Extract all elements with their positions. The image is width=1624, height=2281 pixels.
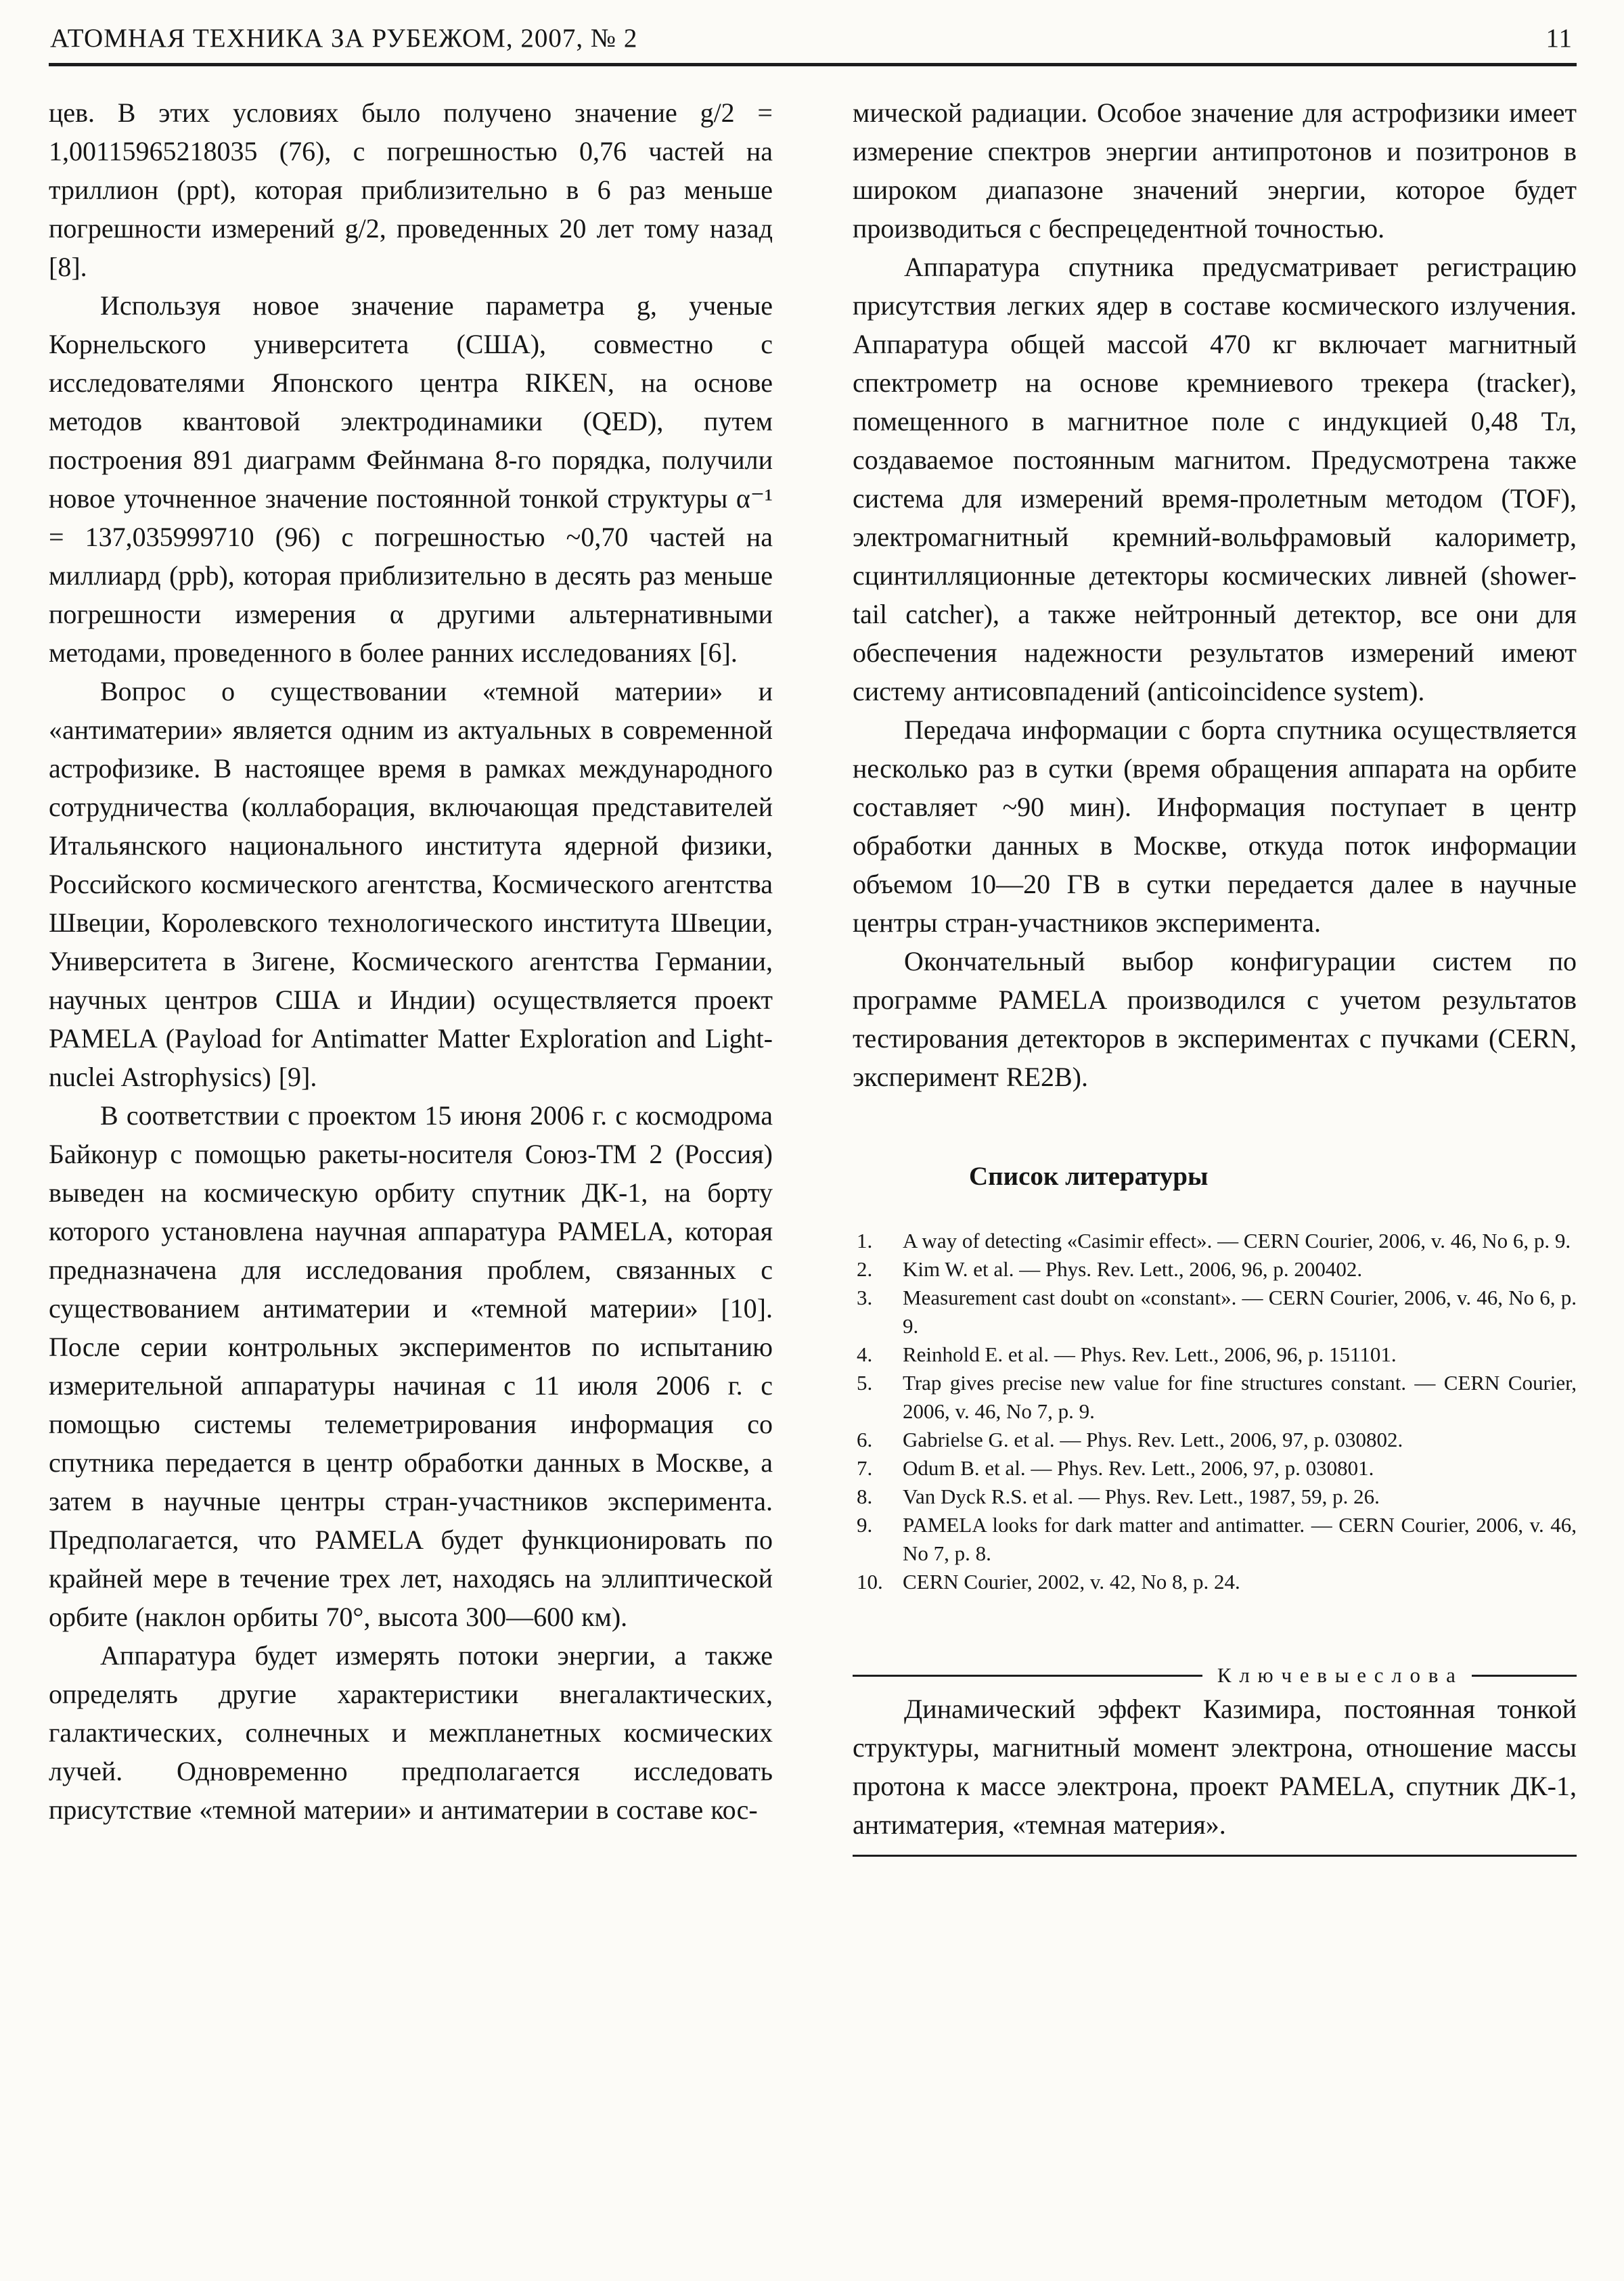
reference-number: 10. <box>857 1570 883 1594</box>
body-paragraph: мической радиации. Особое значение для астрофизики имеет измерение спектров энергии антипротонов и позитронов в широком диапазоне значений энергии, которое будет производиться с беспрецедентной точностью. <box>853 97 1577 244</box>
header-rule <box>49 63 1577 66</box>
body-paragraph: цев. В этих условиях было получено значение g/2 = 1,00115965218035 (76), с погрешностью 0,76 частей на триллион (ppt), которая приблизительно в 6 раз меньше погрешности измерений g/2, проведенных 20 лет тому назад [8]. <box>49 97 773 282</box>
reference-text: Trap gives precise new value for fine structures constant. — CERN Courier, 2006, v. 46, No 7, p. 9. <box>903 1371 1577 1423</box>
body-paragraph: Окончательный выбор конфигурации систем по программе PAMELA производился с учетом результатов тестирования детекторов в экспериментах с пучками (CERN, эксперимент RE2B). <box>853 946 1577 1092</box>
keywords-rule-left <box>853 1675 1202 1677</box>
reference-number: 4. <box>857 1342 873 1366</box>
reference-number: 3. <box>857 1286 873 1309</box>
reference-number: 8. <box>857 1485 873 1508</box>
page-number: 11 <box>1546 24 1573 53</box>
right-column <box>853 93 1577 1857</box>
reference-text: Odum B. et al. — Phys. Rev. Lett., 2006, 97, p. 030801. <box>903 1456 1374 1480</box>
keywords-title: К л ю ч е в ы е с л о в а <box>1217 1663 1457 1687</box>
reference-number: 6. <box>857 1428 873 1451</box>
reference-item <box>853 1255 1577 1284</box>
references-heading: Список литературы <box>969 1162 1209 1191</box>
keywords-text: Динамический эффект Казимира, постоянная тонкой структуры, магнитный момент электрона, отношение массы протона к массе электрона, проект PAMELA, спутник ДК-1, антиматерия, «темная материя». <box>853 1694 1577 1840</box>
reference-text: PAMELA looks for dark matter and antimatter. — CERN Courier, 2006, v. 46, No 7, p. 8. <box>903 1513 1577 1565</box>
reference-item <box>853 1511 1577 1568</box>
reference-item <box>853 1227 1577 1255</box>
body-paragraph: Аппаратура спутника предусматривает регистрацию присутствия легких ядер в составе космического излучения. Аппаратура общей массой 470 кг включает магнитный спектрометр на основе кремниевого трекера (tracker), помещенного в магнитное поле с индукцией 0,48 Тл, создаваемое постоянным магнитом. Предусмотрена также система для измерений время-пролетным методом (TOF), электромагнитный кремний-вольфрамовый калориметр, сцинтилляционные детекторы космических ливней (shower-tail catcher), а также нейтронный детектор, все они для обеспечения надежности результатов измерений имеют систему антисовпадений (anticoincidence system). <box>853 252 1577 706</box>
body-paragraph: Используя новое значение параметра g, ученые Корнельского университета (США), совместно с исследователями Японского центра RIKEN, на основе методов квантовой электродинамики (QED), путем построения 891 диаграмм Фейнмана 8-го порядка, получили новое уточненное значение постоянной тонкой структуры α⁻¹ = 137,035999710 (96) с погрешностью ~0,70 частей на миллиард (ppb), которая приблизительно в десять раз меньше погрешности измерения α другими альтернативными методами, проведенного в более ранних исследованиях [6]. <box>49 290 773 668</box>
reference-text: CERN Courier, 2002, v. 42, No 8, p. 24. <box>903 1570 1240 1594</box>
reference-item <box>853 1284 1577 1340</box>
reference-item <box>853 1454 1577 1483</box>
left-column <box>49 93 773 1857</box>
keywords-heading <box>853 1661 1577 1690</box>
body-paragraph: Вопрос о существовании «темной материи» и «антиматерии» является одним из актуальных в современной астрофизике. В настоящее время в рамках международного сотрудничества (коллаборация, включающая представителей Итальянского национального института ядерной физики, Российского космического агентства, Космического агентства Швеции, Королевского технологического института Швеции, Университета в Зигене, Космического агентства Германии, научных центров США и Индии) осуществляется проект PAMELA (Payload for Antimatter Matter Exploration and Light-nuclei Astrophysics) [9]. <box>49 676 773 1092</box>
page-header <box>49 18 1577 63</box>
keywords-rule-right <box>1472 1675 1577 1677</box>
reference-text: A way of detecting «Casimir effect». — CERN Courier, 2006, v. 46, No 6, p. 9. <box>903 1229 1571 1252</box>
reference-text: Van Dyck R.S. et al. — Phys. Rev. Lett., 1987, 59, p. 26. <box>903 1485 1380 1508</box>
two-column-body <box>49 93 1577 1857</box>
reference-text: Gabrielse G. et al. — Phys. Rev. Lett., 2006, 97, p. 030802. <box>903 1428 1403 1451</box>
reference-number: 1. <box>857 1229 873 1252</box>
body-paragraph: В соответствии с проектом 15 июня 2006 г. с космодрома Байконур с помощью ракеты-носителя Союз-ТМ 2 (Россия) выведен на космическую орбиту спутник ДК-1, на борту которого установлена научная аппаратура PAMELA, которая предназначена для исследования проблем, связанных с существованием антиматерии и «темной материи» [10]. После серии контрольных экспериментов по испытанию измерительной аппаратуры начиная с 11 июля 2006 г. с помощью системы телеметрирования информация со спутника передается в центр обработки данных в Москве, а затем в научные центры стран-участников эксперимента. Предполагается, что PAMELA будет функционировать по крайней мере в течение трех лет, находясь на эллиптической орбите (наклон орбиты 70°, высота 300—600 км). <box>49 1100 773 1632</box>
reference-list <box>853 1227 1577 1596</box>
reference-item <box>853 1483 1577 1511</box>
reference-item <box>853 1369 1577 1426</box>
reference-item <box>853 1340 1577 1369</box>
reference-number: 2. <box>857 1257 873 1281</box>
reference-number: 7. <box>857 1456 873 1480</box>
reference-text: Kim W. et al. — Phys. Rev. Lett., 2006, 96, p. 200402. <box>903 1257 1363 1281</box>
keywords-section <box>853 1661 1577 1857</box>
keywords-rule-bottom <box>853 1855 1577 1857</box>
journal-title: АТОМНАЯ ТЕХНИКА ЗА РУБЕЖОМ, 2007, № 2 <box>50 24 638 53</box>
reference-number: 9. <box>857 1513 873 1537</box>
body-paragraph: Аппаратура будет измерять потоки энергии, а также определять другие характеристики внегалактических, галактических, солнечных и межпланетных космических лучей. Одновременно предполагается исследовать присутствие «темной материи» и антиматерии в составе кос- <box>49 1640 773 1825</box>
reference-number: 5. <box>857 1371 873 1395</box>
reference-item <box>853 1426 1577 1454</box>
reference-text: Reinhold E. et al. — Phys. Rev. Lett., 2006, 96, p. 151101. <box>903 1342 1397 1366</box>
reference-item <box>853 1568 1577 1596</box>
body-paragraph: Передача информации с борта спутника осуществляется несколько раз в сутки (время обращения аппарата на орбите составляет ~90 мин). Информация поступает в центр обработки данных в Москве, откуда поток информации объемом 10—20 ГВ в сутки передается далее в научные центры стран-участников эксперимента. <box>853 715 1577 938</box>
reference-text: Measurement cast doubt on «constant». — CERN Courier, 2006, v. 46, No 6, p. 9. <box>903 1286 1577 1338</box>
